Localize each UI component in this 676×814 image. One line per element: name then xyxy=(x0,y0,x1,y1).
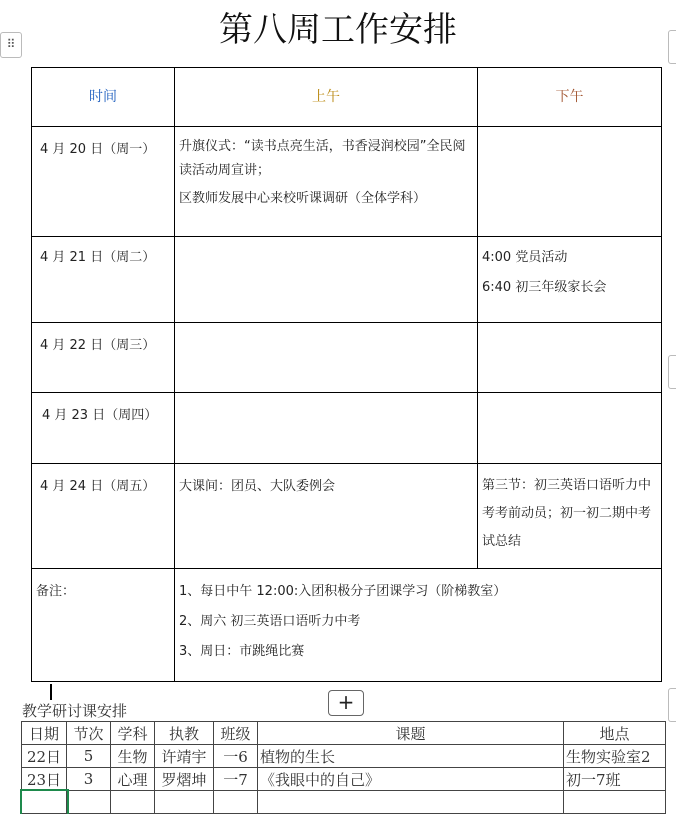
cell[interactable]: 许靖宇 xyxy=(155,745,214,768)
date-cell: 4 月 24 日（周五） xyxy=(32,464,175,569)
date-cell: 4 月 22 日（周三） xyxy=(32,323,175,393)
table-header-row xyxy=(22,722,666,745)
morning-cell xyxy=(175,237,478,323)
right-edge-handle[interactable] xyxy=(668,30,676,64)
event-text: 升旗仪式：“读书点亮生活，书香浸润校园”全民阅读活动周宣讲； xyxy=(179,139,466,178)
date-cell: 4 月 21 日（周二） xyxy=(32,237,175,323)
header-time: 时间 xyxy=(32,68,175,127)
add-row-button[interactable]: + xyxy=(328,690,364,716)
cell[interactable]: 一7 xyxy=(214,768,258,791)
cell[interactable] xyxy=(155,791,214,814)
event-text: 6:40 初三年级家长会 xyxy=(482,280,607,295)
table-drag-handle[interactable]: ⠿ xyxy=(0,32,22,58)
table-row xyxy=(22,745,666,768)
cell[interactable]: 5 xyxy=(67,745,111,768)
table-row xyxy=(32,127,662,237)
note-item: 1、每日中午 12:00:入团积极分子团课学习（阶梯教室） xyxy=(179,584,507,599)
event-text: 区教师发展中心来校听课调研（全体学科） xyxy=(179,191,427,206)
table-row xyxy=(32,393,662,464)
column-header: 执教 xyxy=(155,722,214,745)
table-row xyxy=(22,791,666,814)
morning-cell xyxy=(175,393,478,464)
column-header: 地点 xyxy=(564,722,666,745)
cell[interactable]: 生物 xyxy=(111,745,155,768)
selected-cell[interactable] xyxy=(22,791,67,814)
note-item: 3、周日：市跳绳比赛 xyxy=(179,644,305,659)
cell[interactable]: 心理 xyxy=(111,768,155,791)
date-cell: 4 月 23 日（周四） xyxy=(32,393,175,464)
column-header: 学科 xyxy=(111,722,155,745)
column-header: 班级 xyxy=(214,722,258,745)
cell[interactable]: 一6 xyxy=(214,745,258,768)
afternoon-cell xyxy=(478,393,662,464)
column-header: 日期 xyxy=(22,722,67,745)
header-afternoon: 下午 xyxy=(478,68,662,127)
cell[interactable]: 初一7班 xyxy=(564,768,666,791)
page-title: 第八周工作安排 xyxy=(219,10,457,50)
cell[interactable]: 生物实验室2 xyxy=(564,745,666,768)
cell[interactable]: 22日 xyxy=(22,745,67,768)
lesson-table xyxy=(21,721,666,814)
morning-cell xyxy=(175,323,478,393)
afternoon-cell xyxy=(478,323,662,393)
right-edge-handle[interactable] xyxy=(668,688,676,722)
cell[interactable] xyxy=(214,791,258,814)
notes-cell xyxy=(175,569,662,682)
notes-label: 备注： xyxy=(32,569,175,682)
afternoon-cell: 第三节：初三英语口语听力中考考前动员；初一初二期中考试总结 xyxy=(478,464,662,569)
note-item: 2、周六 初三英语口语听力中考 xyxy=(179,614,361,629)
column-header: 节次 xyxy=(67,722,111,745)
morning-cell: 大课间：团员、大队委例会 xyxy=(175,464,478,569)
column-header: 课题 xyxy=(258,722,564,745)
cell[interactable]: 植物的生长 xyxy=(258,745,564,768)
afternoon-cell xyxy=(478,127,662,237)
cell[interactable]: 23日 xyxy=(22,768,67,791)
cell[interactable]: 3 xyxy=(67,768,111,791)
table-row xyxy=(32,237,662,323)
date-cell: 4 月 20 日（周一） xyxy=(32,127,175,237)
event-text: 4:00 党员活动 xyxy=(482,250,568,265)
text-cursor xyxy=(50,684,52,700)
right-edge-handle[interactable] xyxy=(668,355,676,389)
cell[interactable] xyxy=(67,791,111,814)
table-row xyxy=(22,768,666,791)
table-row xyxy=(32,464,662,569)
cell[interactable]: 罗熠坤 xyxy=(155,768,214,791)
cell[interactable] xyxy=(258,791,564,814)
afternoon-cell xyxy=(478,237,662,323)
table-row xyxy=(32,323,662,393)
schedule-table xyxy=(31,67,662,682)
notes-row xyxy=(32,569,662,682)
cell[interactable] xyxy=(111,791,155,814)
cell[interactable] xyxy=(564,791,666,814)
sheet-title: 教学研讨课安排 xyxy=(22,702,128,720)
header-morning: 上午 xyxy=(175,68,478,127)
cell[interactable]: 《我眼中的自己》 xyxy=(258,768,564,791)
morning-cell xyxy=(175,127,478,237)
